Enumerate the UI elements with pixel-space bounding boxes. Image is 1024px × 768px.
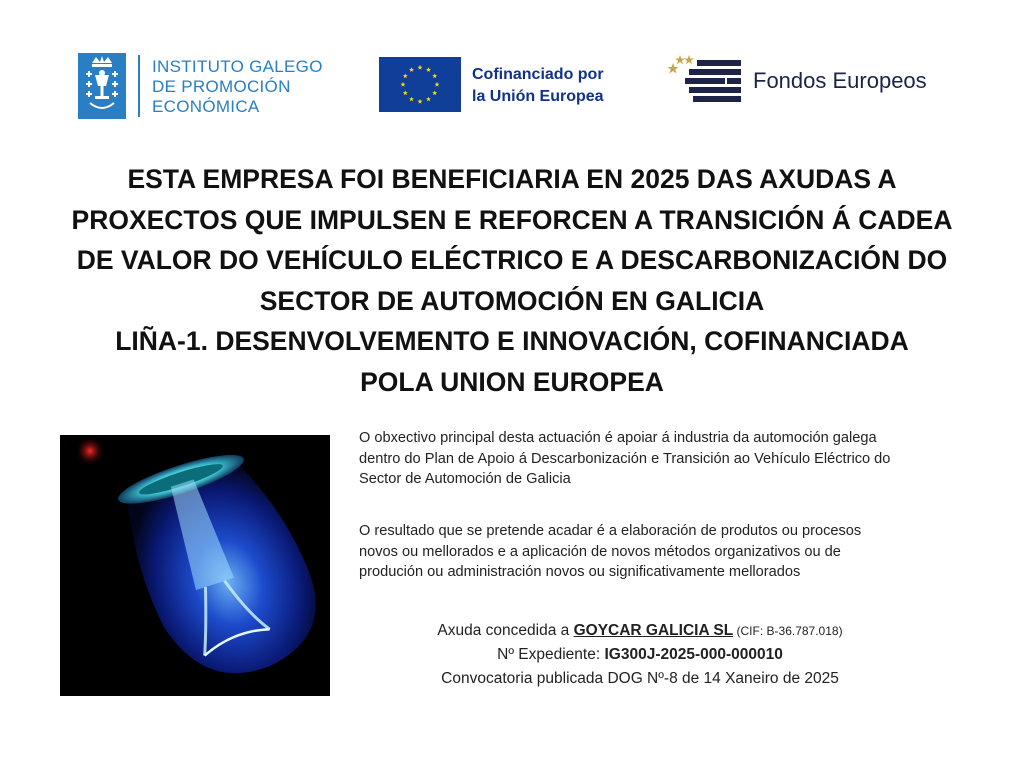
paragraph-line: O obxectivo principal desta actuación é apoiar á industria da automoción galega	[359, 430, 877, 446]
paragraph-line: O resultado que se pretende acadar é a elaboración de produtos ou procesos	[359, 523, 862, 539]
fondos-europeos-logo	[667, 52, 957, 108]
eu-star-icon	[403, 90, 408, 95]
glowing-lightbulb-icon	[60, 435, 330, 696]
headline-line: DE VALOR DO VEHÍCULO ELÉCTRICO E A DESCARBONIZACIÓN DO	[76, 245, 948, 275]
eu-line: la Unión Europea	[472, 88, 604, 105]
igape-logo	[78, 53, 348, 123]
igape-name	[152, 57, 323, 117]
headline-line: PROXECTOS QUE IMPULSEN E REFORCEN A TRANSICIÓN Á CADEA	[71, 204, 953, 235]
eu-star-icon	[409, 67, 414, 72]
expediente-number: IG300J-2025-000-000010	[604, 646, 783, 663]
eu-star-icon	[426, 67, 431, 72]
result-paragraph	[359, 521, 979, 583]
grant-recipient-line	[360, 619, 920, 643]
igape-line: INSTITUTO GALEGO	[152, 57, 323, 76]
eu-star-icon	[426, 97, 431, 102]
eu-star-icon	[432, 73, 437, 78]
headline-line: POLA UNION EUROPEA	[360, 366, 664, 397]
eu-star-icon	[409, 97, 414, 102]
objective-paragraph	[359, 428, 979, 490]
eu-line: Cofinanciado por	[472, 66, 604, 83]
eu-star-icon	[418, 99, 423, 104]
eu-star-icon	[435, 82, 440, 87]
expediente-line	[360, 643, 920, 667]
fondos-europeos-emblem-icon	[667, 52, 745, 106]
eu-star-icon	[401, 82, 406, 87]
headline-line: SECTOR DE AUTOMOCIÓN EN GALICIA	[259, 285, 765, 316]
company-cif: (CIF: B-36.787.018)	[733, 624, 843, 638]
lightbulb-photo	[60, 435, 330, 696]
logo-divider	[138, 55, 140, 117]
paragraph-line: Sector de Automoción de Galicia	[359, 471, 571, 487]
grant-prefix: Axuda concedida a	[437, 622, 574, 639]
headline	[40, 159, 984, 402]
paragraph-line: dentro do Plan de Apoio á Descarbonización e Transición ao Vehículo Eléctrico do	[359, 450, 891, 467]
headline-line: ESTA EMPRESA FOI BENEFICIARIA EN 2025 DAS AXUDAS A	[127, 164, 897, 194]
headline-line: LIÑA-1. DESENVOLVEMENTO E INNOVACIÓN, COFINANCIADA	[115, 326, 909, 356]
igape-line: ECONÓMICA	[152, 97, 260, 116]
expediente-label: Nº Expediente:	[497, 646, 605, 663]
eu-flag-icon	[379, 57, 461, 112]
eu-cofinancing-logo	[379, 57, 629, 113]
eu-star-icon	[432, 90, 437, 95]
fondos-europeos-text: Fondos Europeos	[753, 68, 927, 93]
paragraph-line: produción ou administración novos ou significativamente mellorados	[359, 564, 801, 580]
galicia-shield-icon	[78, 53, 126, 119]
company-name: GOYCAR GALICIA SL	[573, 622, 734, 639]
convocatoria-line: Convocatoria publicada DOG Nº-8 de 14 Xaneiro de 2025	[441, 670, 839, 687]
eu-star-icon	[403, 73, 408, 78]
paragraph-line: novos ou mellorados e a aplicación de novos métodos organizativos ou de	[359, 543, 841, 560]
eu-star-icon	[418, 65, 423, 70]
grant-info	[360, 619, 920, 691]
eu-cofinancing-text	[472, 64, 604, 108]
igape-line: DE PROMOCIÓN	[152, 77, 291, 96]
